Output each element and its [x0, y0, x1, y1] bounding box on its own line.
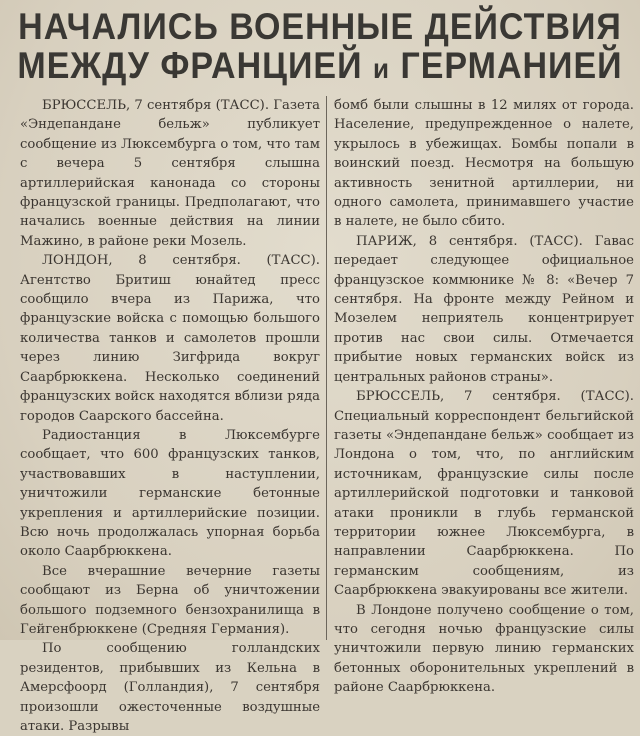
article-column-left [20, 96, 320, 734]
headline-line-2-start: МЕЖДУ ФРАНЦИЕЙ [17, 45, 363, 87]
paragraph: ЛОНДОН, 8 сентября. (ТАСС). Агентство Бритиш юнайтед пресс сообщило вчера из Парижа, что французские войска с помощью большого количества танков и самолетов прошли через линию Зигфрида вокруг Саарбрюккена. Несколько соединений французских войск находятся вблизи ряда городов Саарского бассейна. [20, 253, 320, 424]
headline-line-1: НАЧАЛИСЬ ВОЕННЫЕ ДЕЙСТВИЯ [18, 6, 622, 48]
paragraph: По сообщению голландских резидентов, прибывших из Кельна в Амерсфоорд (Голландия), 7 сентября произошли ожесточенные воздушные атаки. Разрывы [20, 641, 320, 734]
headline-line-2 [0, 44, 640, 89]
paragraph: Радиостанция в Люксембурге сообщает, что 600 французских танков, участвовавших в наступлении, уничтожили германские бетонные укрепления и артиллерийские позиции. Всю ночь продолжалась упорная борьба около Саарбрюккена. [20, 427, 320, 560]
headline-conjunction: и [373, 51, 390, 85]
paragraph-continued: бомб были слышны в 12 милях от города. Население, предупрежденное о налете, укрылось в убежищах. Бомбы попали в воинский поезд. Несмотря на большую активность зенитной артиллерии, ни одного самолета, принимавшего участие в налете, не было сбито. [334, 98, 634, 230]
headline-line-2-end: ГЕРМАНИЕЙ [400, 45, 623, 87]
paragraph: Все вчерашние вечерние газеты сообщают из Берна об уничтожении большого подземного бензохранилища в Гейгенбрюккене (Средняя Германия). [20, 563, 320, 637]
article-column-right [334, 96, 634, 696]
paragraph: ПАРИЖ, 8 сентября. (ТАСС). Гавас передает следующее официальное французское коммюнике № 8: «Вечер 7 сентября. На фронте между Рейном и Мозелем неприятель концентрирует против нас свои силы. Отмечается прибытие новых германских войск из центральных районов страны». [334, 233, 634, 385]
article-headline [0, 8, 640, 88]
column-divider [326, 96, 327, 640]
paragraph: В Лондоне получено сообщение о том, что сегодня ночью французские силы уничтожили первую линию германских бетонных оборонительных укреплений в районе Саарбрюккена. [334, 602, 634, 696]
paragraph: БРЮССЕЛЬ, 7 сентября (ТАСС). Газета «Эндепандане бельж» публикует сообщение из Люксембурга о том, что там с вечера 5 сентября слышна артиллерийская канонада со стороны французской границы. Предполагают, что начались военные действия на линии Мажино, в районе реки Мозель. [20, 98, 320, 249]
paragraph: БРЮССЕЛЬ, 7 сентября. (ТАСС). Специальный корреспондент бельгийской газеты «Эндепандане бельж» сообщает из Лондона о том, что, по английским источникам, французские силы после артиллерийской подготовки и танковой атаки проникли в глубь германской территории южнее Люксембурга, в направлении Саарбрюккена. По германским сообщениям, из Саарбрюккена эвакуированы все жители. [334, 389, 634, 599]
